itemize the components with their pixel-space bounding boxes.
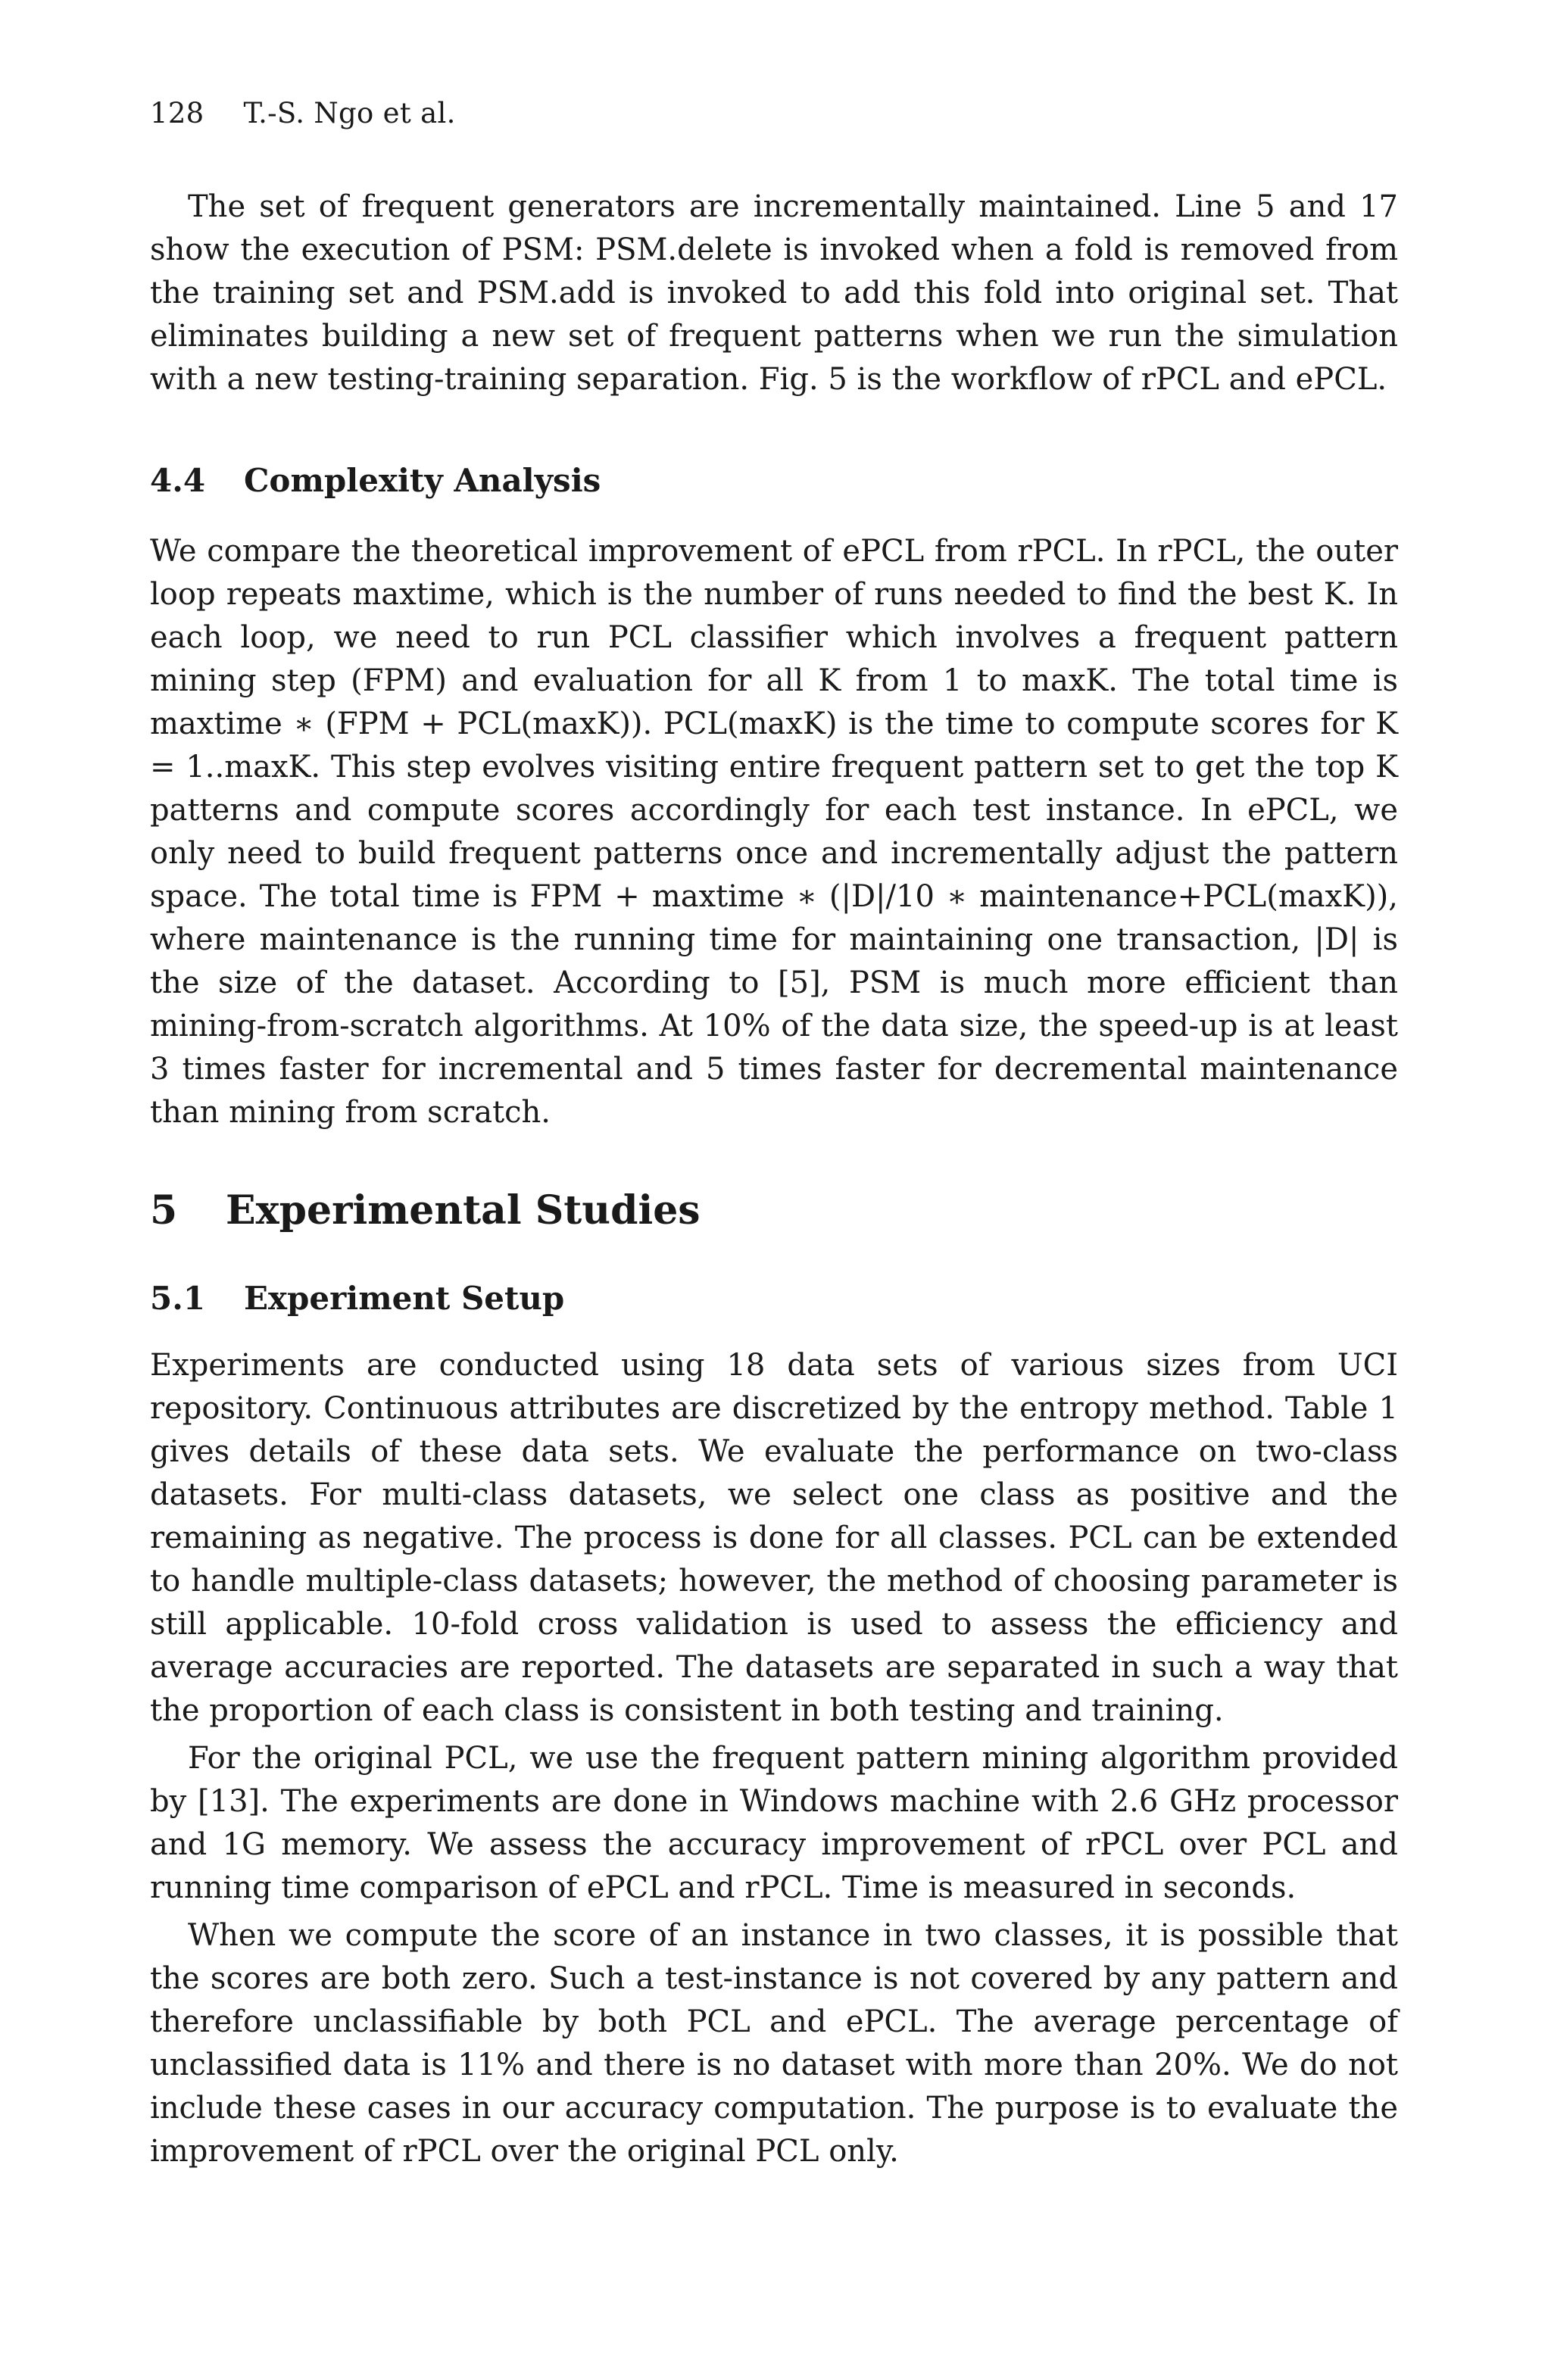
subsection-title: Complexity Analysis xyxy=(244,462,601,499)
complexity-paragraph: We compare the theoretical improvement of ePCL from rPCL. In rPCL, the outer loop repeats maxtime, which is the number of runs needed to find the best K. In each loop, we need to run PCL classifier which involves a frequent pattern mining step (FPM) and evaluation for all K from 1 to maxK. The total time is maxtime ∗ (FPM + PCL(maxK)). PCL(maxK) is the time to compute scores for K = 1..maxK. This step evolves visiting entire frequent pattern set to get the top K patterns and compute scores accordingly for each test instance. In ePCL, we only need to build frequent patterns once and incrementally adjust the pattern space. The total time is FPM + maxtime ∗ (|D|/10 ∗ maintenance+PCL(maxK)), where maintenance is the running time for maintaining one transaction, |D| is the size of the dataset. According to [5], PSM is much more efficient than mining-from-scratch algorithms. At 10% of the data size, the speed-up is at least 3 times faster for incremental and 5 times faster for decremental maintenance than mining from scratch. xyxy=(150,534,1398,1130)
running-head-authors: T.-S. Ngo et al. xyxy=(243,97,456,129)
section-number: 5 xyxy=(150,1187,178,1234)
setup-paragraph-2: For the original PCL, we use the frequent pattern mining algorithm provided by [13]. The experiments are done in Windows machine with 2.6 GHz processor and 1G memory. We assess the accuracy improvement of rPCL over PCL and running time comparison of ePCL and rPCL. Time is measured in seconds. xyxy=(150,1741,1398,1905)
subsection-number: 5.1 xyxy=(150,1280,206,1317)
subsection-title: Experiment Setup xyxy=(244,1280,565,1317)
subsection-heading-4-4 xyxy=(150,462,601,499)
complexity-block xyxy=(150,530,1398,1134)
running-head xyxy=(150,97,456,129)
intro-block xyxy=(150,186,1398,401)
setup-paragraph-1: Experiments are conducted using 18 data sets of various sizes from UCI repository. Continuous attributes are discretized by the entropy method. Table 1 gives details of these data sets. We evaluate the performance on two-class datasets. For multi-class datasets, we select one class as positive and the remaining as negative. The process is done for all classes. PCL can be extended to handle multiple-class datasets; however, the method of choosing parameter is still applicable. 10-fold cross validation is used to assess the efficiency and average accuracies are reported. The datasets are separated in such a way that the proportion of each class is consistent in both testing and training. xyxy=(150,1348,1398,1728)
intro-paragraph: The set of frequent generators are incrementally maintained. Line 5 and 17 show the execution of PSM: PSM.delete is invoked when a fold is removed from the training set and PSM.add is invoked to add this fold into original set. That eliminates building a new set of frequent patterns when we run the simulation with a new testing-training separation. Fig. 5 is the workflow of rPCL and ePCL. xyxy=(150,189,1398,397)
subsection-heading-5-1 xyxy=(150,1280,564,1317)
subsection-number: 4.4 xyxy=(150,462,206,499)
section-heading-5 xyxy=(150,1187,701,1234)
setup-block xyxy=(150,1344,1398,2173)
setup-paragraph-3: When we compute the score of an instance in two classes, it is possible that the scores are both zero. Such a test-instance is not covered by any pattern and therefore unclassifiable by both PCL and ePCL. The average percentage of unclassified data is 11% and there is no dataset with more than 20%. We do not include these cases in our accuracy computation. The purpose is to evaluate the improvement of rPCL over the original PCL only. xyxy=(150,1918,1398,2169)
section-title: Experimental Studies xyxy=(226,1187,701,1234)
page-number: 128 xyxy=(150,97,204,129)
